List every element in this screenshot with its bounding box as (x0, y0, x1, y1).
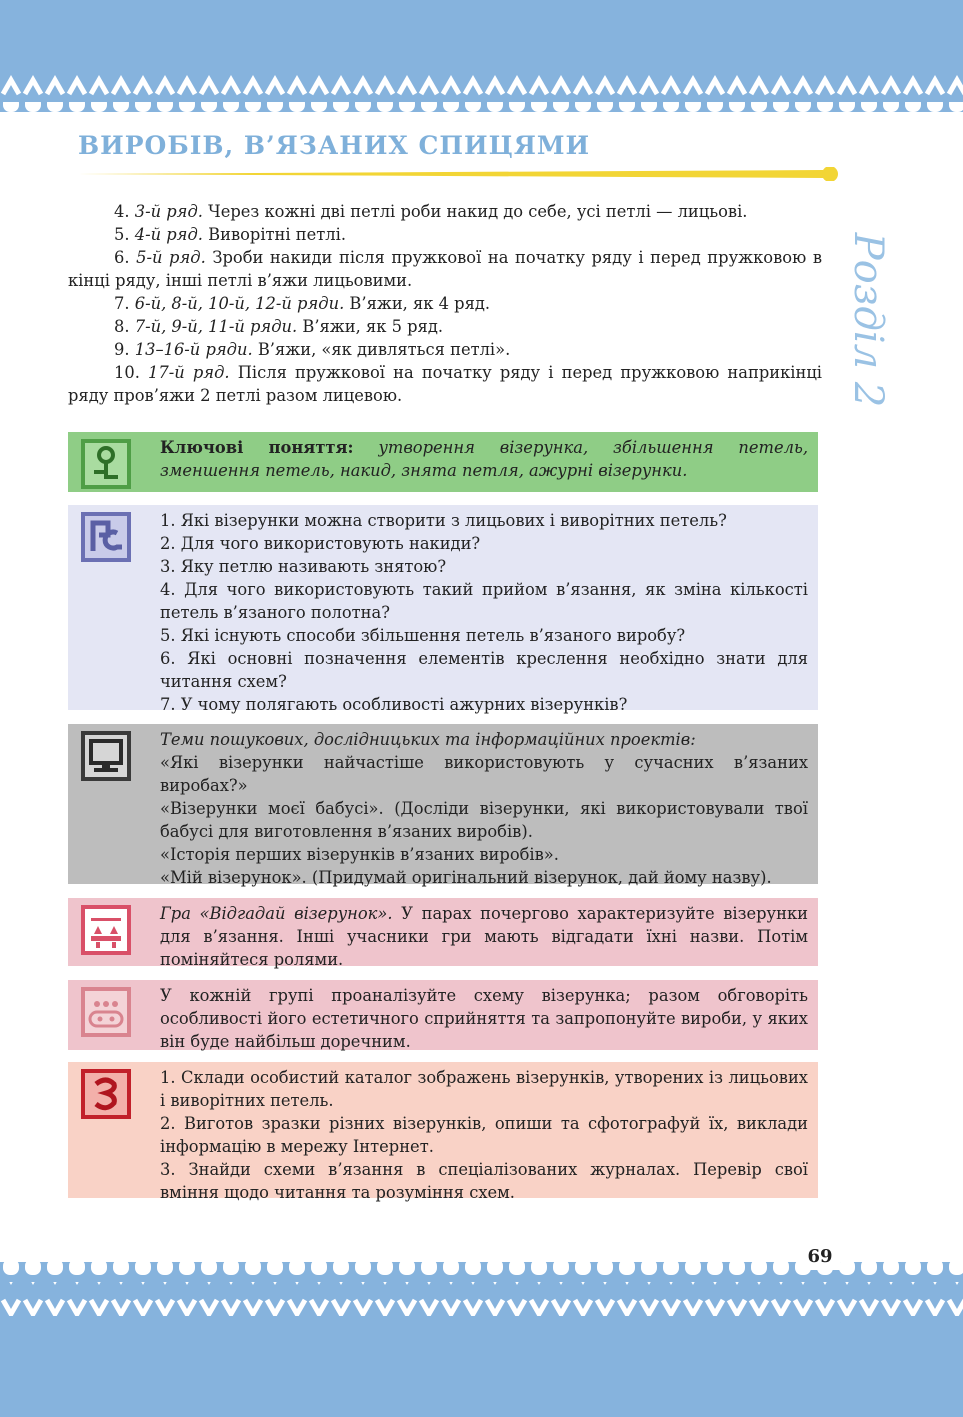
step-item: 9. 13–16-й ряди. В’яжи, «як дивляться петлі». (114, 340, 511, 359)
step-item: 10. 17-й ряд. Після пружкової на початку ряду і перед пружковою наприкінці ряду пров’яжи 2 петлі разом лицевою. (68, 363, 823, 405)
task-item: 1. Склади особистий каталог зображень візерунків, утворених із лицьових і виворітних петель. (160, 1068, 808, 1110)
step-item: 7. 6-й, 8-й, 10-й, 12-й ряди. В’яжи, як 4 ряд. (114, 294, 491, 313)
projects-heading: Теми пошукових, дослідницьких та інформаційних проектів: (160, 730, 696, 749)
step-item: 8. 7-й, 9-й, 11-й ряди. В’яжи, як 5 ряд. (114, 317, 444, 336)
question-item: 1. Які візерунки можна створити з лицьових і виворітних петель? (160, 511, 727, 530)
question-item: 2. Для чого використовують накиди? (160, 534, 481, 553)
questions-box (68, 505, 818, 714)
game-box (68, 898, 818, 969)
steps-text (68, 200, 822, 407)
projects-box (68, 724, 818, 887)
monitor-icon (80, 730, 132, 782)
key-concepts-box (68, 432, 818, 492)
task-z-icon (80, 1068, 132, 1120)
question-item: 4. Для чого використовують такий прийом в’язання, як зміна кількості петель в’язаного полотна? (160, 580, 808, 622)
question-item: 5. Які існують способи збільшення петель в’язаного виробу? (160, 626, 686, 645)
task-item: 2. Виготов зразки різних візерунків, опиши та сфотографуй їх, виклади інформацію в мережу Інтернет. (160, 1114, 808, 1156)
chapter-title: ВИРОБІВ, В’ЯЗАНИХ СПИЦЯМИ (78, 131, 591, 160)
question-item: 3. Яку петлю називають знятою? (160, 557, 447, 576)
question-icon (80, 511, 132, 563)
group-task-box (68, 980, 818, 1050)
group-task-text: У кожній групі проаналізуйте схему візерунка; разом обговоріть особливості його естетичного сприйняття та запропонуйте вироби, у яких він буде найбільш доречним. (160, 986, 808, 1051)
game-text: У парах почергово характеризуйте візерунки для в’язання. Інші учасники гри мають відгадати їхні назви. Потім поміняйтеся ролями. (160, 904, 808, 969)
key-concepts-label: Ключові поняття: (160, 438, 354, 457)
tasks-box (68, 1062, 818, 1202)
page-number: 69 (800, 1244, 840, 1270)
game-label: Гра «Відгадай візерунок». (160, 904, 393, 923)
question-item: 6. Які основні позначення елементів креслення необхідно знати для читання схем? (160, 649, 808, 691)
project-item: «Які візерунки найчастіше використовують у сучасних в’язаних виробах?» (160, 753, 808, 795)
key-icon (80, 438, 132, 490)
game-icon (80, 904, 132, 956)
step-item: 5. 4-й ряд. Виворітні петлі. (114, 225, 347, 244)
top-decorative-band (0, 0, 963, 112)
group-icon (80, 986, 132, 1038)
question-item: 7. У чому полягають особливості ажурних візерунків? (160, 695, 628, 714)
project-item: «Мій візерунок». (Придумай оригінальний візерунок, дай йому назву). (160, 868, 772, 887)
title-underline (78, 167, 843, 181)
key-concepts-text: утворення візерунка, збільшення петель, зменшення петель, накид, знята петля, ажурні візерунки. (160, 438, 809, 480)
project-item: «Візерунки моєї бабусі». (Досліди візерунки, які використовували твої бабусі для виготовлення в’язаних виробів). (160, 799, 808, 841)
bottom-decorative-band (0, 1262, 963, 1417)
task-item: 3. Знайди схеми в’язання в спеціалізованих журналах. Перевір свої вміння щодо читання та розуміння схем. (160, 1160, 808, 1202)
section-label: Розділ 2 (845, 232, 891, 408)
step-item: 4. 3-й ряд. Через кожні дві петлі роби накид до себе, усі петлі — лицьові. (114, 202, 748, 221)
top-lace-border (0, 72, 963, 132)
project-item: «Історія перших візерунків в’язаних виробів». (160, 845, 559, 864)
step-item: 6. 5-й ряд. Зроби накиди після пружкової на початку ряду і перед пружковою в кінці ряду, інші петлі в’яжи лицьовими. (68, 248, 822, 290)
